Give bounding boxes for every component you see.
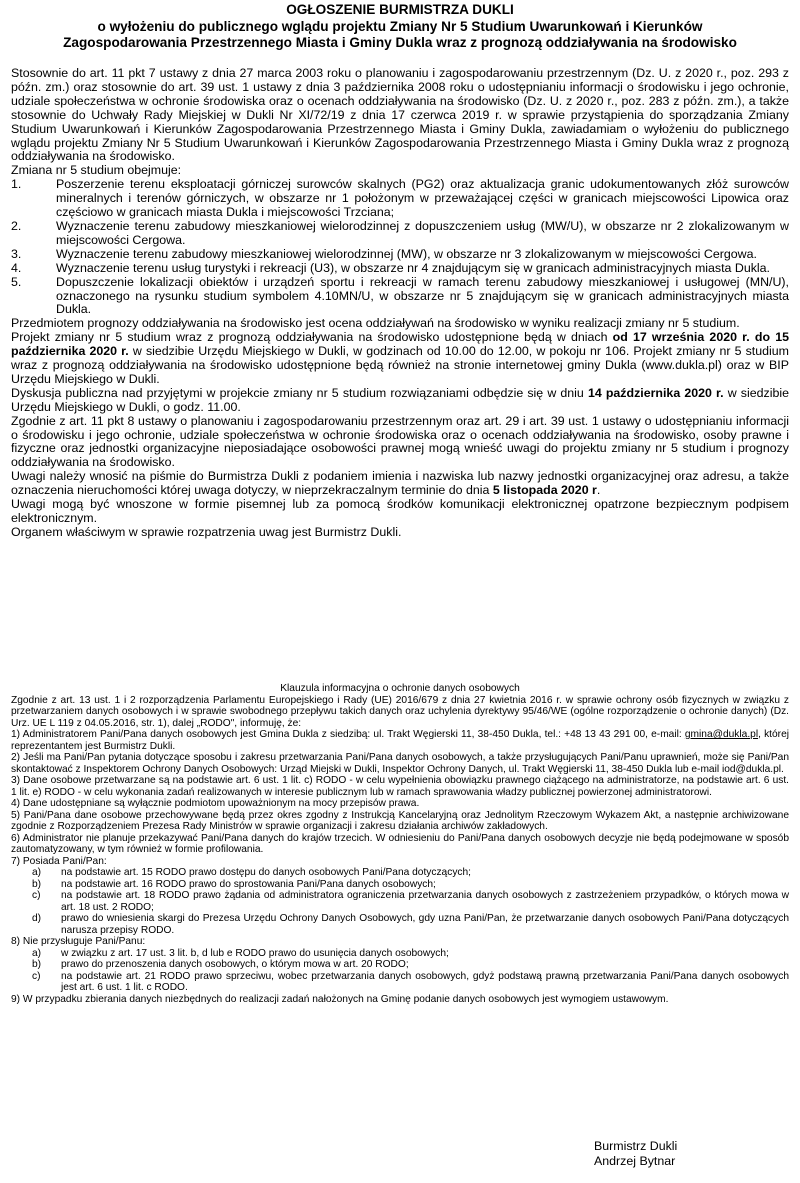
announcement-body [11, 67, 789, 540]
comments-deadline: 5 listopada 2020 r [492, 483, 597, 498]
clause-intro: Zgodnie z art. 13 ust. 1 i 2 rozporządzenia Parlamentu Europejskiego i Rady (UE) 2016/679 z dnia 27 kwietnia 2016 r. w sprawie ochrony osób fizycznych w związku z przetwarzaniem danych osobowych i w sprawie swobodnego przepływu takich danych oraz uchylenia dyrektywy 95/46/WE (ogólne rozporządzenie o ochronie danych) (Dz. Urz. UE L 119 z 04.05.2016, str. 1), dalej „RODO", informuję, że: [11, 694, 789, 729]
scope-item-number: 1. [11, 177, 22, 192]
clause-point-1-end: , której reprezentantem jest Burmistrz Dukli. [11, 729, 789, 752]
comments-electronic-paragraph: Uwagi mogą być wnoszone w formie pisemnej lub za pomocą środków komunikacji elektronicznej opatrzone bezpiecznym podpisem elektronicznym. [11, 497, 789, 525]
announcement-subtitle-line1: o wyłożeniu do publicznego wglądu projektu Zmiany Nr 5 Studium Uwarunkowań i Kierunków [97, 18, 703, 34]
no-rights-item [11, 971, 789, 994]
scope-item-text: Poszerzenie terenu eksploatacji górniczej surowców skalnych (PG2) oraz aktualizacja granic udokumentowanych złóż surowców mineralnych i terenów górniczych, w obszarze nr 1 położonym w przeważającej części w granicach miejscowości Lipowica oraz częściowo w granicach miasta Dukla i miejscowości Trzciana; [56, 177, 789, 220]
rights-item [11, 879, 789, 891]
scope-item-text: Wyznaczenie terenu usług turystyki i rekreacji (U3), w obszarze nr 4 znajdującym się w granicach administracyjnych miasta Dukla. [56, 260, 770, 275]
scope-heading: Zmiana nr 5 studium obejmuje: [11, 163, 182, 178]
availability-dates: od 17 września 2020 r. do 15 października 2020 r. [11, 330, 789, 359]
rights-item-text: na podstawie art. 18 RODO prawo żądania od administratora ograniczenia przetwarzania danych osobowych z zastrzeżeniem przypadków, o których mowa w art. 18 ust. 2 RODO; [61, 890, 789, 913]
rights-item-letter: c) [32, 890, 41, 901]
scope-item [11, 248, 789, 262]
clause-point-1-text: 1) Administratorem Pani/Pana danych osobowych jest Gmina Dukla z siedzibą: ul. Trakt Węgierski 11, 38-450 Dukla, tel.: +48 13 43 291 00, e-mail: [11, 729, 685, 740]
discussion-paragraph [11, 387, 789, 415]
rights-item-letter: a) [32, 867, 42, 878]
discussion-date: 14 października 2020 r. [587, 385, 724, 400]
no-rights-item-text: na podstawie art. 21 RODO prawo sprzeciwu, wobec przetwarzania danych osobowych, gdyż podstawą prawną przetwarzania Pani/Pana danych osobowych jest art. 6 ust. 1 lit. c RODO. [61, 970, 789, 993]
scope-item [11, 276, 789, 318]
rights-item [11, 913, 789, 936]
rights-item-text: prawo do wniesienia skargi do Prezesa Urzędu Ochrony Danych Osobowych, gdy uzna Pani/Pan, że przetwarzanie danych osobowych Pani/Pana dotyczących narusza przepisy RODO. [61, 913, 789, 936]
gdpr-clause [11, 683, 789, 1005]
availability-text: Projekt zmiany nr 5 studium wraz z prognozą oddziaływania na środowisko udostępnione będą w dniach [11, 330, 613, 345]
rights-item [11, 867, 789, 879]
announcement-subtitle-line2: Zagospodarowania Przestrzennego Miasta i Gminy Dukla wraz z prognozą oddziaływania na środowisko [63, 35, 737, 50]
availability-location: w siedzibie Urzędu Miejskiego w Dukli, w godzinach od 10.00 do 12.00, w pokoju nr 106. Projekt zmiany nr 5 studium wraz z prognozą oddziaływania na środowisko udostępnione będą również na stronie internetowej gminy Dukla (www.dukla.pl) oraz w BIP Urzędu Miejskiego w Dukli. [11, 344, 789, 386]
scope-item-text: Wyznaczenie terenu zabudowy mieszkaniowej wielorodzinnej z dopuszczeniem usług (MW/U), w obszarze nr 2 zlokalizowanym w miejscowości Cergowa. [56, 218, 789, 247]
scope-item-number: 2. [11, 218, 22, 233]
rights-item-text: na podstawie art. 15 RODO prawo dostępu do danych osobowych Pani/Pana dotyczących; [61, 867, 472, 878]
comments-form-paragraph [11, 470, 789, 498]
clause-point-2: 2) Jeśli ma Pani/Pan pytania dotyczące sposobu i zakresu przetwarzania Pani/Pana danych osobowych, a także przysługujących Pani/Panu uprawnień, może się Pani/Pan skontaktować z Inspektorem Ochrony Danych Osobowych: Urząd Miejski w Dukli, Inspektor Ochrony Danych, ul. Trakt Węgierski 11, 38-450 Dukla lub e-mail iod@dukla.pl. [11, 752, 789, 775]
clause-point-4: 4) Dane udostępniane są wyłącznie podmiotom upoważnionym na mocy przepisów prawa. [11, 798, 420, 809]
rights-list [11, 867, 789, 936]
discussion-text: Dyskusja publiczna nad przyjętymi w projekcie zmiany nr 5 studium rozwiązaniami odbędzie się w dniu [11, 385, 588, 400]
clause-point-1 [11, 729, 789, 752]
scope-item-number: 3. [11, 246, 22, 261]
clause-point-6: 6) Administrator nie planuje przekazywać Pani/Pana danych do krajów trzecich. W odniesieniu do Pani/Pana danych osobowych decyzje nie będą podejmowane w sposób zautomatyzowany, w tym również w formie profilowania. [11, 832, 789, 855]
scope-item-text: Wyznaczenie terenu zabudowy mieszkaniowej wielorodzinnej (MW), w obszarze nr 3 zlokalizowanym w miejscowości Cergowa. [56, 246, 757, 261]
rights-item [11, 890, 789, 913]
scope-item [11, 262, 789, 276]
scope-list [11, 178, 789, 317]
comments-form-end: . [596, 483, 601, 498]
rights-item-text: na podstawie art. 16 RODO prawo do sprostowania Pani/Pana danych osobowych; [61, 878, 436, 890]
rights-item-letter: b) [32, 878, 42, 890]
comments-right-paragraph: Zgodnie z art. 11 pkt 8 ustawy o planowaniu i zagospodarowaniu przestrzennym oraz art. 29 i art. 39 ust. 1 ustawy o udostępnianiu informacji o środowisku i jego ochronie, udziale społeczeństwa w ochronie środowiska oraz o ocenach oddziaływania na środowisko, osoby prawne i fizyczne oraz jednostki organizacyjne nieposiadające osobowości prawnej mogą wnieść uwagi do projektu zmiany nr 5 studium i prognozy oddziaływania na środowisko. [11, 413, 789, 470]
signature-name: Andrzej Bytnar [594, 1153, 676, 1168]
admin-email-link[interactable]: gmina@dukla.pl [684, 729, 759, 740]
clause-title: Klauzula informacyjna o ochronie danych osobowych [280, 683, 520, 694]
announcement-header [10, 2, 790, 52]
clause-point-5: 5) Pani/Pana dane osobowe przechowywane będą przez okres zgodny z Instrukcją Kancelaryjną oraz Jednolitym Rzeczowym Wykazem Akt, a następnie archiwizowane zgodnie z Rozporządzeniem Prezesa Rady Ministrów w sprawie organizacji i zakresu działania archiwów zakładowych. [11, 809, 789, 832]
availability-paragraph [11, 331, 789, 387]
no-rights-item-text: prawo do przenoszenia danych osobowych, o którym mowa w art. 20 RODO; [61, 959, 409, 970]
intro-paragraph: Stosownie do art. 11 pkt 7 ustawy z dnia 27 marca 2003 roku o planowaniu i zagospodarowaniu przestrzennym (Dz. U. z 2020 r., poz. 293 z późn. zm.) oraz stosownie do art. 39 ust. 1 ustawy z dnia 3 października 2008 roku o udostępnianiu informacji o środowisku i jego ochronie, udziale społeczeństwa w ochronie środowiska oraz o ocenach oddziaływania na środowisko (Dz. U. z 2020 r., poz. 283 z późn. zm.), a także stosownie do Uchwały Rady Miejskiej w Dukli Nr XI/72/19 z dnia 17 czerwca 2019 r. w sprawie przystąpienia do sporządzania Zmiany Studium Uwarunkowań i Kierunków Zagospodarowania Przestrzennego Miasta i Gminy Dukla, zawiadamiam o wyłożeniu do publicznego wglądu projektu Zmiany Nr 5 Studium Uwarunkowań i Kierunków Zagospodarowania Przestrzennego Miasta i Gminy Dukla wraz z prognozą oddziaływania na środowisko. [11, 66, 789, 164]
scope-item-number: 5. [11, 274, 22, 289]
clause-point-8: 8) Nie przysługuje Pani/Panu: [11, 936, 146, 947]
scope-item-text: Dopuszczenie lokalizacji obiektów i urządzeń sportu i rekreacji w ramach terenu zabudowy mieszkaniowej i usługowej (MN/U), oznaczonego na rysunku studium symbolem 4.10MN/U, w obszarze nr 5 znajdującym się w granicach administracyjnych miasta Dukla. [56, 274, 789, 317]
forecast-subject-paragraph: Przedmiotem prognozy oddziaływania na środowisko jest ocena oddziaływań na środowisko w wyniku realizacji zmiany nr 5 studium. [11, 316, 740, 331]
clause-point-3: 3) Dane osobowe przetwarzane są na podstawie art. 6 ust. 1 lit. c) RODO - w celu wypełnienia obowiązku prawnego ciążącego na administratorze, na podstawie art. 6 ust. 1 lit. e) RODO - w celu wykonania zadań realizowanych w interesie publicznym lub w ramach sprawowania władzy publicznej powierzonej administratorowi. [11, 775, 789, 798]
no-rights-item [11, 959, 789, 971]
no-rights-item-text: w związku z art. 17 ust. 3 lit. b, d lub e RODO prawo do usunięcia danych osobowych; [61, 947, 449, 959]
scope-item [11, 220, 789, 248]
clause-point-9: 9) W przypadku zbierania danych niezbędnych do realizacji zadań nałożonych na Gminę podanie danych osobowych jest wymogiem ustawowym. [11, 993, 669, 1005]
signature-role: Burmistrz Dukli [594, 1139, 678, 1153]
comments-form-text: Uwagi należy wnosić na piśmie do Burmistrza Dukli z podaniem imienia i nazwiska lub nazwy jednostki organizacyjnej oraz adresu, a także oznaczenia nieruchomości której uwaga dotyczy, w nieprzekraczalnym terminie do dnia [11, 469, 789, 498]
no-rights-item-letter: c) [32, 970, 41, 982]
scope-item-number: 4. [11, 260, 22, 275]
clause-point-7: 7) Posiada Pani/Pan: [11, 855, 107, 867]
no-rights-item-letter: a) [32, 947, 42, 959]
discussion-location: w siedzibie Urzędu Miejskiego w Dukli, o godz. 11.00. [11, 385, 789, 414]
no-rights-list [11, 948, 789, 994]
no-rights-item [11, 948, 789, 960]
scope-item [11, 178, 789, 220]
announcement-title: OGŁOSZENIE BURMISTRZA DUKLI [286, 2, 514, 17]
signature-block [594, 1139, 677, 1168]
authority-paragraph: Organem właściwym w sprawie rozpatrzenia uwag jest Burmistrz Dukli. [11, 524, 402, 539]
rights-item-letter: d) [32, 913, 42, 924]
no-rights-item-letter: b) [32, 959, 42, 970]
